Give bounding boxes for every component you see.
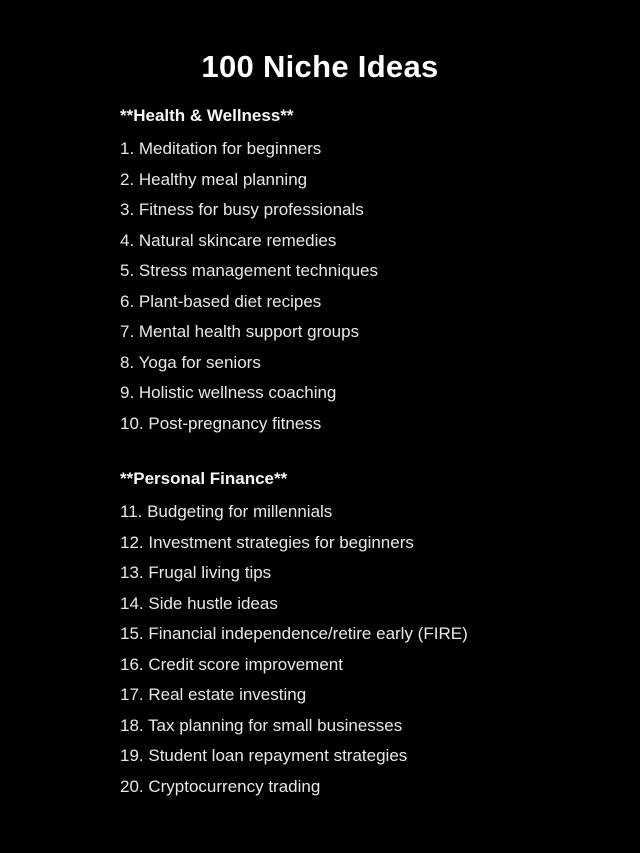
document-content <box>40 107 600 802</box>
list-item: 4. Natural skincare remedies <box>120 230 337 250</box>
list-item: 6. Plant-based diet recipes <box>120 291 322 311</box>
list-item: 12. Investment strategies for beginners <box>120 532 414 552</box>
list-item: 8. Yoga for seniors <box>120 352 261 372</box>
list-item: 1. Meditation for beginners <box>120 139 322 159</box>
section-heading: **Personal Finance** <box>120 469 288 489</box>
list-item: 10. Post-pregnancy fitness <box>120 413 322 433</box>
niche-idea-list <box>120 497 600 802</box>
list-item: 20. Cryptocurrency trading <box>120 776 321 796</box>
section-heading: **Health & Wellness** <box>120 106 294 126</box>
list-item: 17. Real estate investing <box>120 685 307 705</box>
section-personal-finance <box>120 470 600 802</box>
list-item: 9. Holistic wellness coaching <box>120 383 337 403</box>
list-item: 3. Fitness for busy professionals <box>120 200 364 220</box>
list-item: 15. Financial independence/retire early (FIRE) <box>120 624 468 644</box>
section-divider <box>120 439 600 470</box>
list-item: 16. Credit score improvement <box>120 654 343 674</box>
list-item: 11. Budgeting for millennials <box>120 502 333 522</box>
list-item: 14. Side hustle ideas <box>120 593 278 613</box>
list-item: 13. Frugal living tips <box>120 563 272 583</box>
list-item: 5. Stress management techniques <box>120 261 378 281</box>
page-title: 100 Niche Ideas <box>201 49 439 84</box>
list-item: 2. Healthy meal planning <box>120 169 308 189</box>
niche-idea-list <box>120 134 600 439</box>
list-item: 18. Tax planning for small businesses <box>120 715 403 735</box>
section-health-wellness <box>120 107 600 439</box>
list-item: 19. Student loan repayment strategies <box>120 746 408 766</box>
list-item: 7. Mental health support groups <box>120 322 360 342</box>
